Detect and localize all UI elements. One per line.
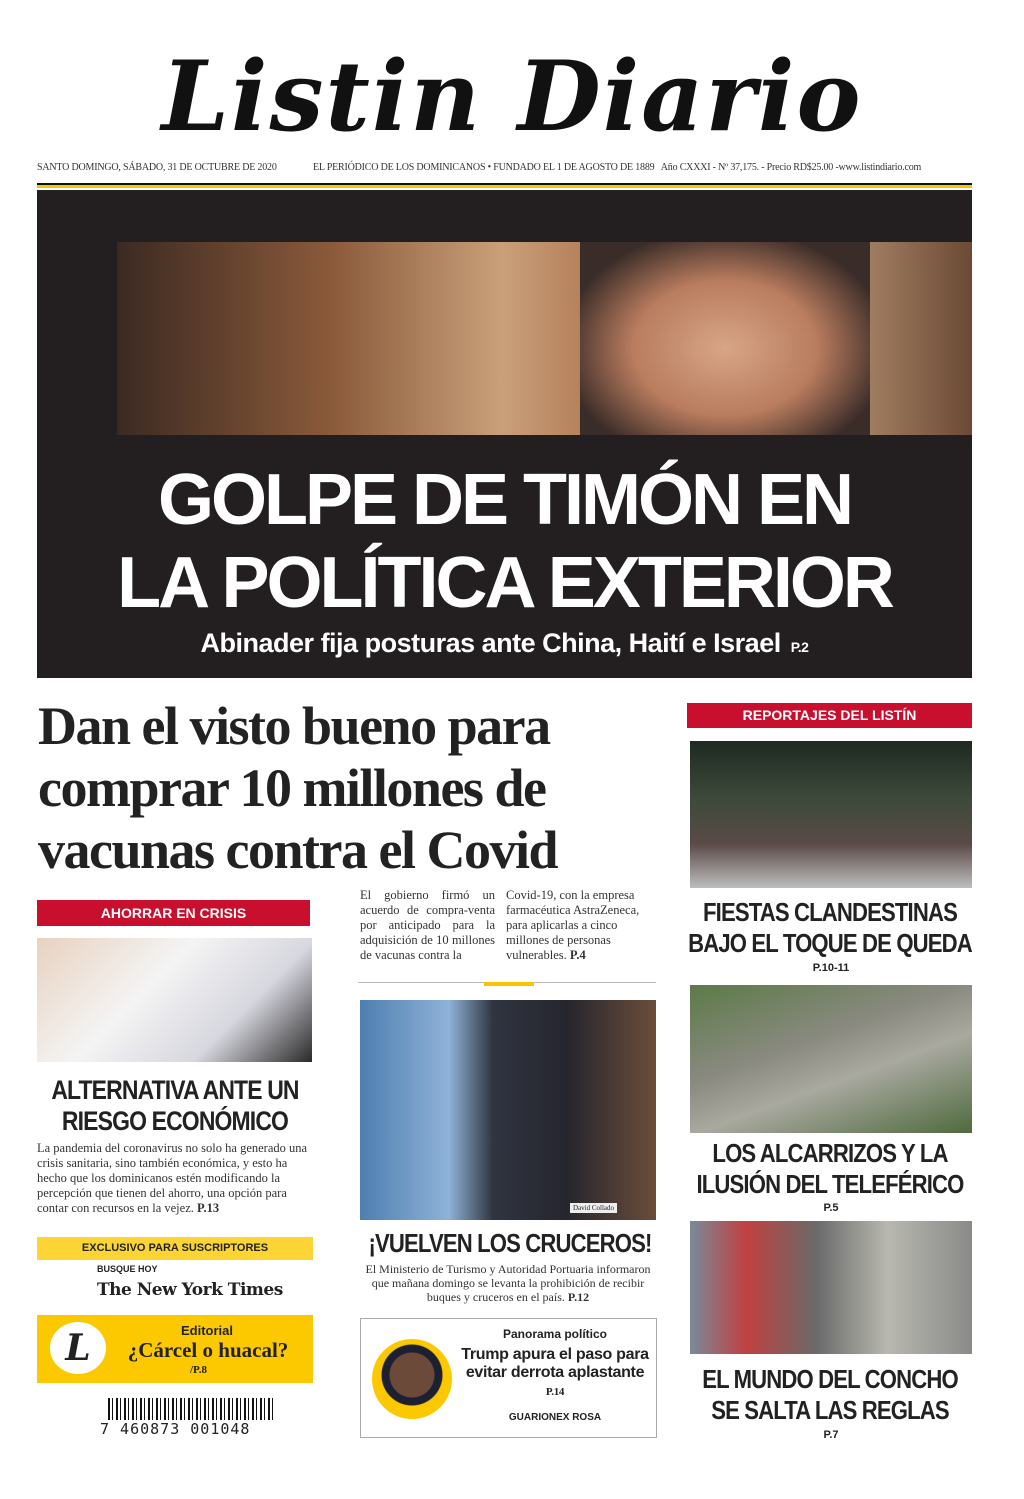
- editorial-title: ¿Cárcel o huacal?: [127, 1338, 289, 1362]
- left-headline-line2: RIESGO ECONÓMICO: [61, 1106, 289, 1136]
- author-avatar: [372, 1339, 452, 1419]
- hero-headline-line2[interactable]: LA POLÍTICA EXTERIOR: [117, 543, 892, 623]
- nyt-logo[interactable]: The New York Times: [97, 1280, 283, 1300]
- center-page: P.12: [567, 1290, 590, 1304]
- story-3-line2: SE SALTA LAS REGLAS: [711, 1395, 949, 1425]
- hero-photo-portrait: [580, 242, 870, 435]
- hero-headline-line1[interactable]: GOLPE DE TIMÓN EN: [157, 460, 852, 540]
- editorial-label: Editorial: [180, 1323, 233, 1338]
- main-body-col1: El gobierno firmó un acuerdo de compra-venta por anticipado para la adquisición de 10 millones de vacunas contra la: [360, 888, 495, 962]
- section-label-reportajes: REPORTAJES DEL LISTÍN: [687, 703, 972, 728]
- hero-subhead-text: Abinader fija posturas ante China, Haití e Israel: [200, 628, 781, 658]
- story-headline-1[interactable]: [677, 897, 983, 959]
- hero-subhead: [37, 628, 972, 659]
- party-photo: [690, 741, 972, 888]
- left-body-text: La pandemia del coronavirus no solo ha generado una crisis sanitaria, sino también económica, y esto ha hecho que los dominicanos estén modificando la percepción que tienen del ahorro, una opción para contar con recursos en la vejez.: [37, 1141, 308, 1215]
- cruise-minister-photo: [360, 1000, 656, 1220]
- concho-photo: [690, 1221, 972, 1354]
- date-line: SANTO DOMINGO, SÁBADO, 31 DE OCTUBRE DE 2020: [37, 162, 277, 173]
- left-headline-line1: ALTERNATIVA ANTE UN: [51, 1075, 299, 1105]
- editorial-logo-icon: L: [50, 1322, 106, 1374]
- hero-page: P.2: [790, 639, 809, 655]
- busque-hoy-label: BUSQUE HOY: [97, 1264, 158, 1274]
- left-body: [37, 1141, 317, 1216]
- main-headline[interactable]: Dan el visto bueno para comprar 10 millones de vacunas contra el Covid: [38, 696, 557, 880]
- story-1-line2: BAJO EL TOQUE DE QUEDA: [688, 928, 972, 958]
- main-body-col2-text: Covid-19, con la empresa farmacéutica AstraZeneca, para aplicarlas a cinco millones de personas vulnerables.: [506, 888, 640, 962]
- section-label-ahorrar: AHORRAR EN CRISIS: [37, 900, 310, 926]
- story-3-line1: EL MUNDO DEL CONCHO: [702, 1364, 958, 1394]
- story-1-page: P.10-11: [812, 962, 850, 974]
- panorama-title-text: Trump apura el paso para evitar derrota aplastante: [461, 1346, 649, 1381]
- story-2-page: P.5: [823, 1202, 839, 1214]
- panorama-title: [455, 1346, 655, 1401]
- story-headline-3[interactable]: [677, 1364, 983, 1426]
- panorama-label: Panorama político: [502, 1327, 608, 1341]
- center-headline[interactable]: ¡VUELVEN LOS CRUCEROS!: [368, 1228, 652, 1258]
- main-body-col2: [506, 888, 644, 963]
- barcode-number: 7 460873 001048: [100, 1420, 251, 1438]
- divider: [37, 185, 972, 188]
- story-2-line1: LOS ALCARRIZOS Y LA: [712, 1138, 948, 1168]
- author-name: GUARIONEX ROSA: [508, 1412, 602, 1423]
- story-2-line2: ILUSIÓN DEL TELEFÉRICO: [696, 1169, 964, 1199]
- story-1-line1: FIESTAS CLANDESTINAS: [703, 897, 957, 927]
- panorama-page: P.14: [545, 1386, 565, 1398]
- story-3-page: P.7: [823, 1429, 839, 1441]
- exclusive-banner: EXCLUSIVO PARA SUSCRIPTORES: [37, 1237, 313, 1260]
- alcarrizos-photo: [690, 985, 972, 1133]
- info-line: EL PERIÓDICO DE LOS DOMINICANOS • FUNDADO EL 1 DE AGOSTO DE 1889 Año CXXXI - Nº 37,175. - Precio RD$25.00 -www.listindiario.com: [313, 162, 922, 173]
- story-headline-2[interactable]: [677, 1138, 983, 1200]
- left-page: P.13: [197, 1201, 220, 1215]
- accent-mark: [484, 982, 534, 986]
- masthead-logo: Listin Diario: [161, 40, 863, 153]
- editorial-page: /P.8: [190, 1364, 208, 1376]
- center-body-text: El Ministerio de Turismo y Autoridad Portuaria informaron que mañana domingo se levanta la prohibición de recibir buques y cruceros en el país.: [365, 1262, 651, 1304]
- center-body: [358, 1262, 658, 1304]
- barcode: [108, 1398, 273, 1420]
- name-card: David Collado: [570, 1203, 617, 1213]
- left-headline[interactable]: [18, 1075, 333, 1137]
- main-page: P.4: [569, 948, 586, 962]
- savings-photo: [37, 938, 312, 1062]
